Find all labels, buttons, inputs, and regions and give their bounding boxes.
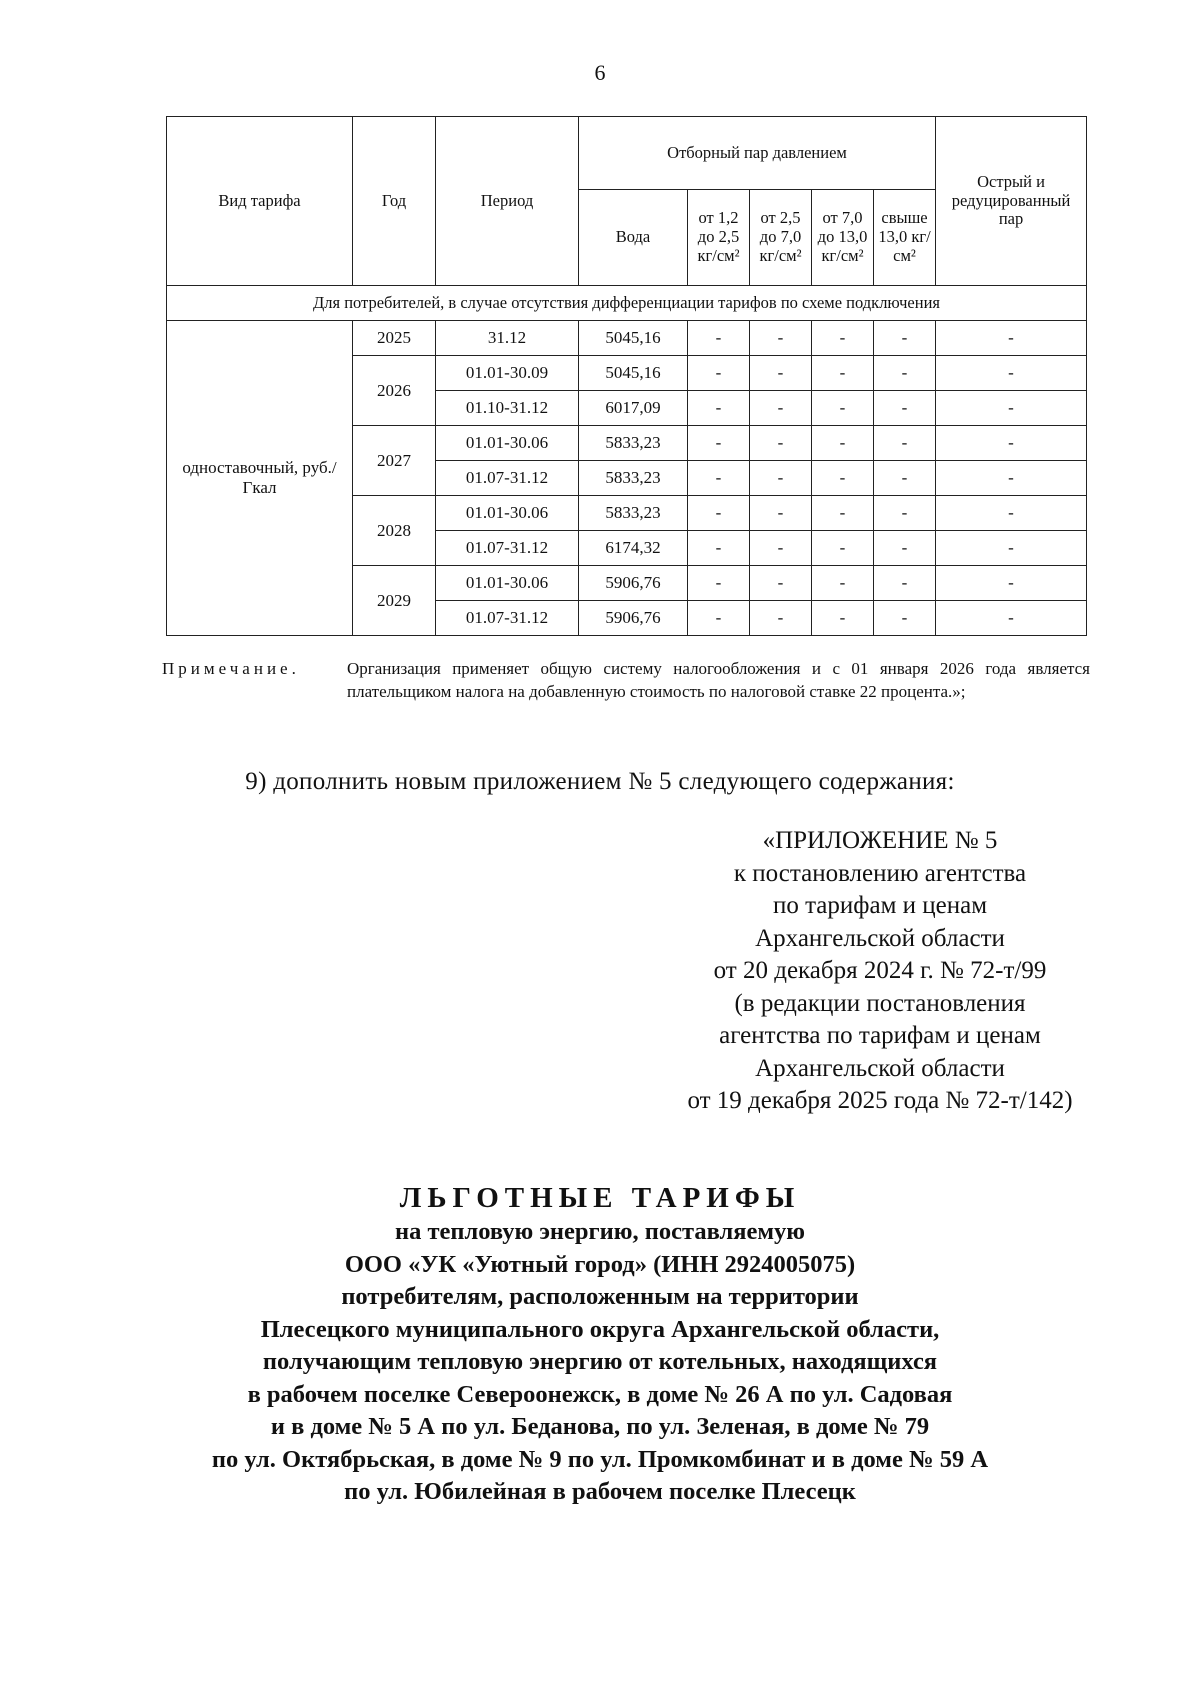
period-cell: 01.10-31.12: [436, 391, 579, 426]
header-period: Период: [436, 117, 579, 286]
appendix-line: Архангельской области: [755, 924, 1005, 952]
pressure-4-cell: -: [874, 496, 936, 531]
pressure-4-cell: -: [874, 426, 936, 461]
appendix-header: [630, 825, 1130, 1118]
header-water: Вода: [579, 190, 688, 286]
pressure-4-cell: -: [874, 461, 936, 496]
appendix-line: от 20 декабря 2024 г. № 72-т/99: [713, 957, 1047, 984]
pressure-4-cell: -: [874, 531, 936, 566]
table-note: [162, 658, 1090, 704]
pressure-1-cell: -: [688, 391, 750, 426]
pressure-2-cell: -: [750, 496, 812, 531]
pressure-1-cell: -: [688, 426, 750, 461]
pressure-4-cell: -: [874, 356, 936, 391]
sharp-steam-cell: -: [936, 321, 1087, 356]
pressure-2-cell: -: [750, 566, 812, 601]
period-cell: 01.01-30.06: [436, 496, 579, 531]
title-line: на тепловую энергию, поставляемую: [394, 1218, 806, 1245]
pressure-4-cell: -: [874, 601, 936, 636]
header-pressure-4: свыше 13,0 кг/см²: [874, 190, 936, 286]
appendix-line: Архангельской области: [755, 1054, 1005, 1082]
period-cell: 01.01-30.09: [436, 356, 579, 391]
sharp-steam-cell: -: [936, 531, 1087, 566]
pressure-2-cell: -: [750, 601, 812, 636]
year-cell: 2029: [353, 566, 436, 636]
pressure-4-cell: -: [874, 566, 936, 601]
water-cell: 5833,23: [579, 426, 688, 461]
pressure-1-cell: -: [688, 356, 750, 391]
sharp-steam-cell: -: [936, 426, 1087, 461]
pressure-2-cell: -: [750, 426, 812, 461]
pressure-1-cell: -: [688, 531, 750, 566]
note-label: Примечание.: [162, 659, 300, 678]
pressure-3-cell: -: [812, 356, 874, 391]
period-cell: 01.07-31.12: [436, 601, 579, 636]
water-cell: 5045,16: [579, 356, 688, 391]
appendix-line: «ПРИЛОЖЕНИЕ № 5: [762, 827, 998, 854]
water-cell: 5045,16: [579, 321, 688, 356]
water-cell: 6174,32: [579, 531, 688, 566]
water-cell: 5833,23: [579, 461, 688, 496]
sharp-steam-cell: -: [936, 496, 1087, 531]
title-line: ООО «УК «Уютный город» (ИНН 2924005075): [344, 1250, 856, 1278]
title-line: в рабочем поселке Североонежск, в доме № 26 А по ул. Садовая: [247, 1380, 953, 1408]
year-cell: 2028: [353, 496, 436, 566]
pressure-2-cell: -: [750, 531, 812, 566]
pressure-1-cell: -: [688, 461, 750, 496]
pressure-2-cell: -: [750, 391, 812, 426]
tariff-label: одноставочный, руб./Гкал: [167, 321, 353, 636]
pressure-4-cell: -: [874, 321, 936, 356]
period-cell: 01.01-30.06: [436, 426, 579, 461]
title-line: получающим тепловую энергию от котельных, находящихся: [262, 1348, 938, 1375]
appendix-line: агентства по тарифам и ценам: [719, 1022, 1041, 1049]
pressure-3-cell: -: [812, 426, 874, 461]
period-cell: 01.07-31.12: [436, 531, 579, 566]
amendment-item-9: 9) дополнить новым приложением № 5 следующего содержания:: [245, 768, 955, 795]
year-cell: 2027: [353, 426, 436, 496]
pressure-1-cell: -: [688, 601, 750, 636]
header-year: Год: [353, 117, 436, 286]
sharp-steam-cell: -: [936, 601, 1087, 636]
period-cell: 31.12: [436, 321, 579, 356]
note-text: Организация применяет общую систему налогообложения и с 01 января 2026 года является плательщиком налога на добавленную стоимость по налоговой ставке 22 процента.»;: [347, 659, 1090, 701]
sharp-steam-cell: -: [936, 356, 1087, 391]
header-pressure-3: от 7,0 до 13,0 кг/см²: [812, 190, 874, 286]
sharp-steam-cell: -: [936, 391, 1087, 426]
table-row: [167, 321, 1087, 356]
pressure-3-cell: -: [812, 531, 874, 566]
water-cell: 5906,76: [579, 566, 688, 601]
appendix-line: (в редакции постановления: [734, 989, 1026, 1017]
pressure-3-cell: -: [812, 391, 874, 426]
sharp-steam-cell: -: [936, 461, 1087, 496]
appendix-line: к постановлению агентства: [733, 859, 1027, 887]
pressure-4-cell: -: [874, 391, 936, 426]
sharp-steam-cell: -: [936, 566, 1087, 601]
title-line: по ул. Юбилейная в рабочем поселке Плесецк: [344, 1478, 856, 1505]
pressure-3-cell: -: [812, 566, 874, 601]
year-cell: 2025: [353, 321, 436, 356]
title-line: и в доме № 5 А по ул. Беданова, по ул. Зеленая, в доме № 79: [270, 1413, 930, 1440]
pressure-2-cell: -: [750, 461, 812, 496]
pressure-3-cell: -: [812, 321, 874, 356]
period-cell: 01.01-30.06: [436, 566, 579, 601]
pressure-3-cell: -: [812, 496, 874, 531]
water-cell: 5833,23: [579, 496, 688, 531]
pressure-3-cell: -: [812, 461, 874, 496]
water-cell: 5906,76: [579, 601, 688, 636]
page-number: 6: [594, 60, 606, 85]
title-line: потребителям, расположенным на территории: [341, 1283, 859, 1310]
document-title: [0, 1180, 1200, 1509]
title-line: Плесецкого муниципального округа Архангельской области,: [260, 1315, 940, 1343]
header-extracted-steam: Отборный пар давлением: [579, 117, 936, 190]
tariff-table: [166, 116, 1087, 636]
title-line: по ул. Октябрьская, в доме № 9 по ул. Промкомбинат и в доме № 59 А: [211, 1445, 989, 1473]
pressure-2-cell: -: [750, 356, 812, 391]
appendix-line: от 19 декабря 2025 года № 72-т/142): [687, 1087, 1073, 1114]
header-tariff-type: Вид тарифа: [167, 117, 353, 286]
period-cell: 01.07-31.12: [436, 461, 579, 496]
table-note-row: Для потребителей, в случае отсутствия дифференциации тарифов по схеме подключения: [167, 286, 1087, 321]
pressure-1-cell: -: [688, 496, 750, 531]
header-sharp-steam: Острый и редуцированный пар: [936, 117, 1087, 286]
pressure-3-cell: -: [812, 601, 874, 636]
header-pressure-2: от 2,5 до 7,0 кг/см²: [750, 190, 812, 286]
header-pressure-1: от 1,2 до 2,5 кг/см²: [688, 190, 750, 286]
water-cell: 6017,09: [579, 391, 688, 426]
pressure-1-cell: -: [688, 566, 750, 601]
appendix-line: по тарифам и ценам: [772, 892, 988, 919]
pressure-2-cell: -: [750, 321, 812, 356]
pressure-1-cell: -: [688, 321, 750, 356]
title-main: ЛЬГОТНЫЕ ТАРИФЫ: [399, 1182, 801, 1214]
year-cell: 2026: [353, 356, 436, 426]
